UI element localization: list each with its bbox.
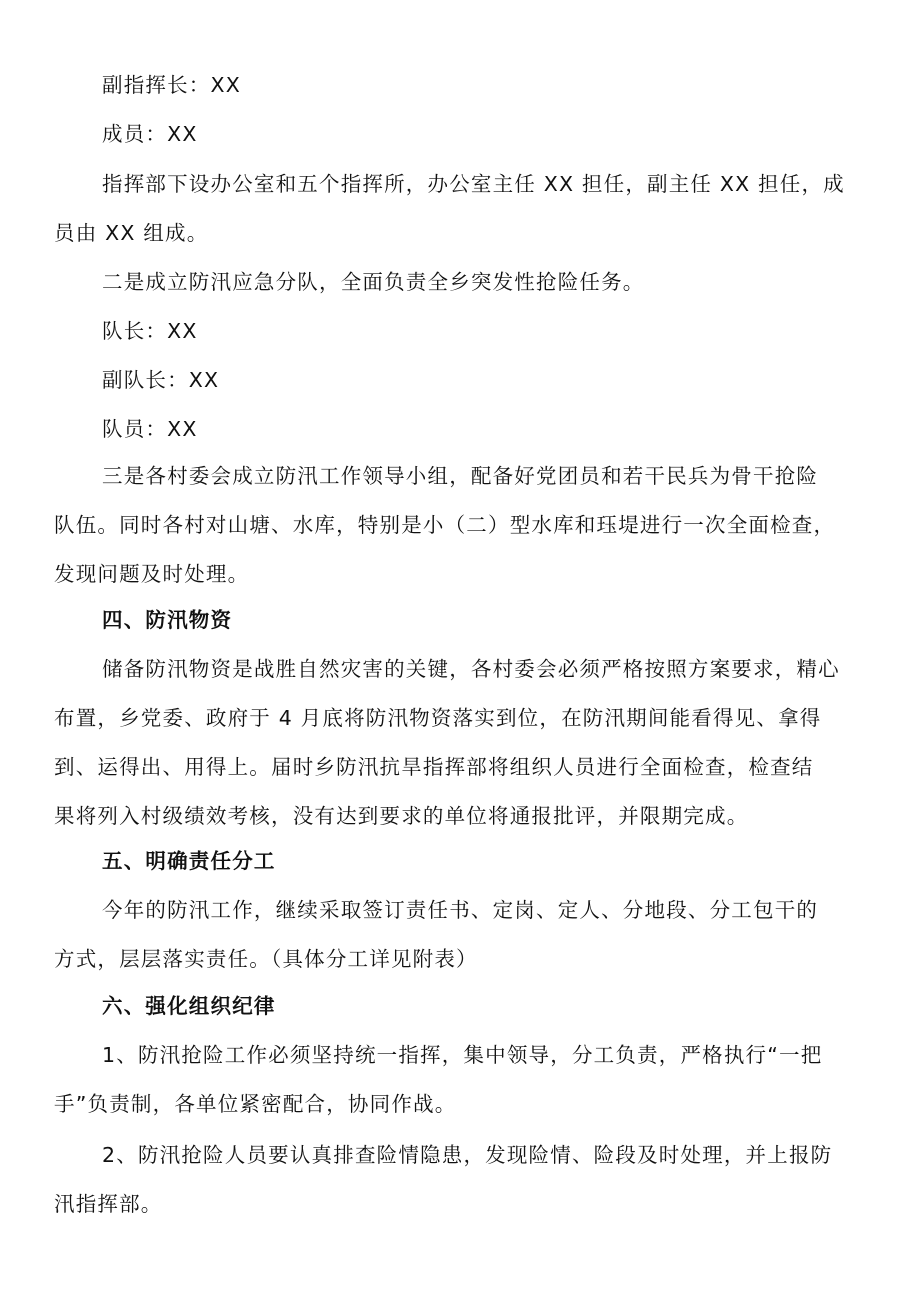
text-line: 到、运得出、用得上。届时乡防汛抗旱指挥部将组织人员进行全面检查，检查结 (54, 755, 814, 779)
discipline-item-2 (54, 1131, 870, 1229)
section-heading-6 (54, 982, 870, 1031)
members-line (54, 110, 870, 159)
section-heading-4 (54, 596, 870, 645)
text-line: 二是成立防汛应急分队，全面负责全乡突发性抢险任务。 (102, 270, 645, 294)
supplies-paragraph (54, 645, 870, 841)
text-line: 队长：XX (102, 319, 198, 343)
text-line: 三是各村委会成立防汛工作领导小组，配备好党团员和若干民兵为骨干抢险 (102, 464, 819, 488)
text-line: 方式，层层落实责任。（具体分工详见附表） (54, 947, 478, 971)
heading-text: 五、明确责任分工 (102, 849, 276, 873)
text-line: 队员：XX (102, 417, 198, 441)
text-line: 布置，乡党委、政府于 4 月底将防汛物资落实到位，在防汛期间能看得见、拿得 (54, 706, 822, 730)
text-line: 队伍。同时各村对山塘、水库，特别是小（二）型水库和珏堤进行一次全面检查， (54, 513, 836, 537)
text-line: 果将列入村级绩效考核，没有达到要求的单位将通报批评，并限期完成。 (54, 804, 749, 828)
text-line: 指挥部下设办公室和五个指挥所，办公室主任 XX 担任，副主任 XX 担任，成 (102, 172, 845, 196)
section-heading-5 (54, 837, 870, 886)
text-line: 手”负责制，各单位紧密配合，协同作战。 (54, 1092, 457, 1116)
team-leader-line (54, 307, 870, 356)
deputy-commander-line (54, 61, 870, 110)
text-line: 副队长：XX (102, 368, 220, 392)
third-item-paragraph (54, 452, 870, 599)
text-line: 副指挥长：XX (102, 73, 241, 97)
text-line: 2、防汛抢险人员要认真排查险情隐患，发现险情、险段及时处理，并上报防 (102, 1143, 833, 1167)
heading-text: 四、防汛物资 (102, 608, 233, 632)
text-line: 储备防汛物资是战胜自然灾害的关键，各村委会必须严格按照方案要求，精心 (102, 657, 840, 681)
team-members-line (54, 405, 870, 454)
heading-text: 六、强化组织纪律 (102, 994, 276, 1018)
responsibility-paragraph (54, 886, 870, 984)
text-line: 汛指挥部。 (54, 1192, 163, 1216)
discipline-item-1 (54, 1031, 870, 1129)
text-line: 今年的防汛工作，继续采取签订责任书、定岗、定人、分地段、分工包干的 (102, 898, 819, 922)
second-item-paragraph (54, 258, 870, 307)
deputy-team-leader-line (54, 356, 870, 405)
text-line: 1、防汛抢险工作必须坚持统一指挥，集中领导，分工负责，严格执行“一把 (102, 1043, 823, 1067)
text-line: 发现问题及时处理。 (54, 562, 250, 586)
office-paragraph (54, 160, 870, 258)
text-line: 员由 XX 组成。 (54, 221, 209, 245)
text-line: 成员：XX (102, 122, 198, 146)
